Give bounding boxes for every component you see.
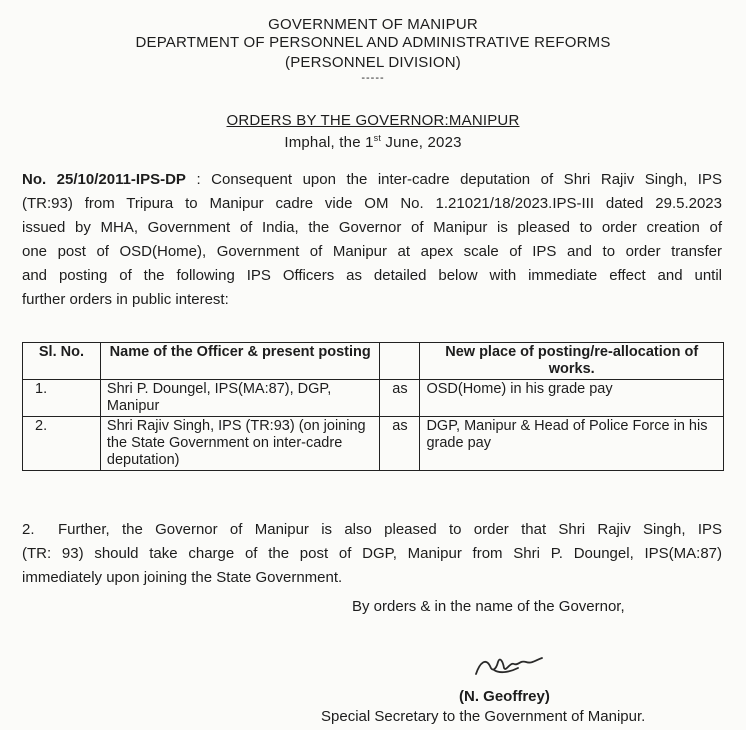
signatory-name: (N. Geoffrey)	[459, 688, 550, 705]
row-new-posting: OSD(Home) in his grade pay	[420, 380, 724, 417]
para1-line-2: (TR:93) from Tripura to Manipur cadre vide OM No. 1.21021/18/2023.IPS-III dated 29.5.2023	[22, 195, 722, 212]
row-sl-no: 2.	[23, 417, 101, 471]
by-orders-line: By orders & in the name of the Governor,	[352, 598, 625, 615]
row-as: as	[380, 380, 420, 417]
para1-line-4: one post of OSD(Home), Government of Manipur at apex scale of IPS and to order transfer	[22, 243, 722, 260]
division-heading: (PERSONNEL DIVISION)	[285, 54, 461, 71]
date-superscript: st	[373, 133, 382, 143]
table-row	[23, 417, 724, 471]
order-title: ORDERS BY THE GOVERNOR:MANIPUR	[226, 112, 520, 129]
date-suffix: June, 2023	[381, 134, 462, 151]
para2-line-2: (TR: 93) should take charge of the post of DGP, Manipur from Shri P. Doungel, IPS(MA:87)	[22, 545, 722, 562]
para2-line-3: immediately upon joining the State Government.	[22, 569, 343, 586]
para2-line-1	[22, 518, 722, 542]
para1-line-5: and posting of the following IPS Officers as detailed below with immediate effect and until	[22, 267, 722, 284]
row-as: as	[380, 417, 420, 471]
row-officer-name: Shri P. Doungel, IPS(MA:87), DGP, Manipur	[100, 380, 380, 417]
department-heading: DEPARTMENT OF PERSONNEL AND ADMINISTRATIVE REFORMS	[135, 34, 611, 51]
para2-line-1-text: Further, the Governor of Manipur is also pleased to order that Shri Rajiv Singh, IPS	[58, 521, 722, 538]
order-number: No. 25/10/2011-IPS-DP	[22, 171, 186, 188]
order-paragraph-1	[22, 168, 722, 312]
row-officer-name: Shri Rajiv Singh, IPS (TR:93) (on joining the State Government on inter-cadre deputation)	[100, 417, 380, 471]
para1-line-1	[22, 168, 722, 192]
table-row	[23, 380, 724, 417]
para1-line-6: further orders in public interest:	[22, 291, 229, 308]
government-heading: GOVERNMENT OF MANIPUR	[268, 16, 478, 33]
para1-line-3: issued by MHA, Government of India, the Governor of Manipur is pleased to order creation of	[22, 219, 722, 236]
para2-number: 2.	[22, 521, 35, 538]
header-sl-no: Sl. No.	[23, 343, 101, 380]
table-header-row	[23, 343, 724, 380]
date-prefix: Imphal, the 1	[284, 134, 374, 151]
signatory-designation: Special Secretary to the Government of Manipur.	[321, 708, 646, 725]
header-new-posting: New place of posting/re-allocation of works.	[420, 343, 724, 380]
handwritten-signature	[470, 648, 560, 682]
heading-separator: -----	[361, 72, 385, 84]
row-sl-no: 1.	[23, 380, 101, 417]
order-paragraph-2	[22, 518, 722, 590]
order-date	[0, 133, 746, 151]
header-blank	[380, 343, 420, 380]
posting-table	[22, 342, 724, 471]
header-officer-name: Name of the Officer & present posting	[100, 343, 380, 380]
para1-line-1-text: : Consequent upon the inter-cadre deputation of Shri Rajiv Singh, IPS	[185, 171, 722, 188]
row-new-posting: DGP, Manipur & Head of Police Force in his grade pay	[420, 417, 724, 471]
